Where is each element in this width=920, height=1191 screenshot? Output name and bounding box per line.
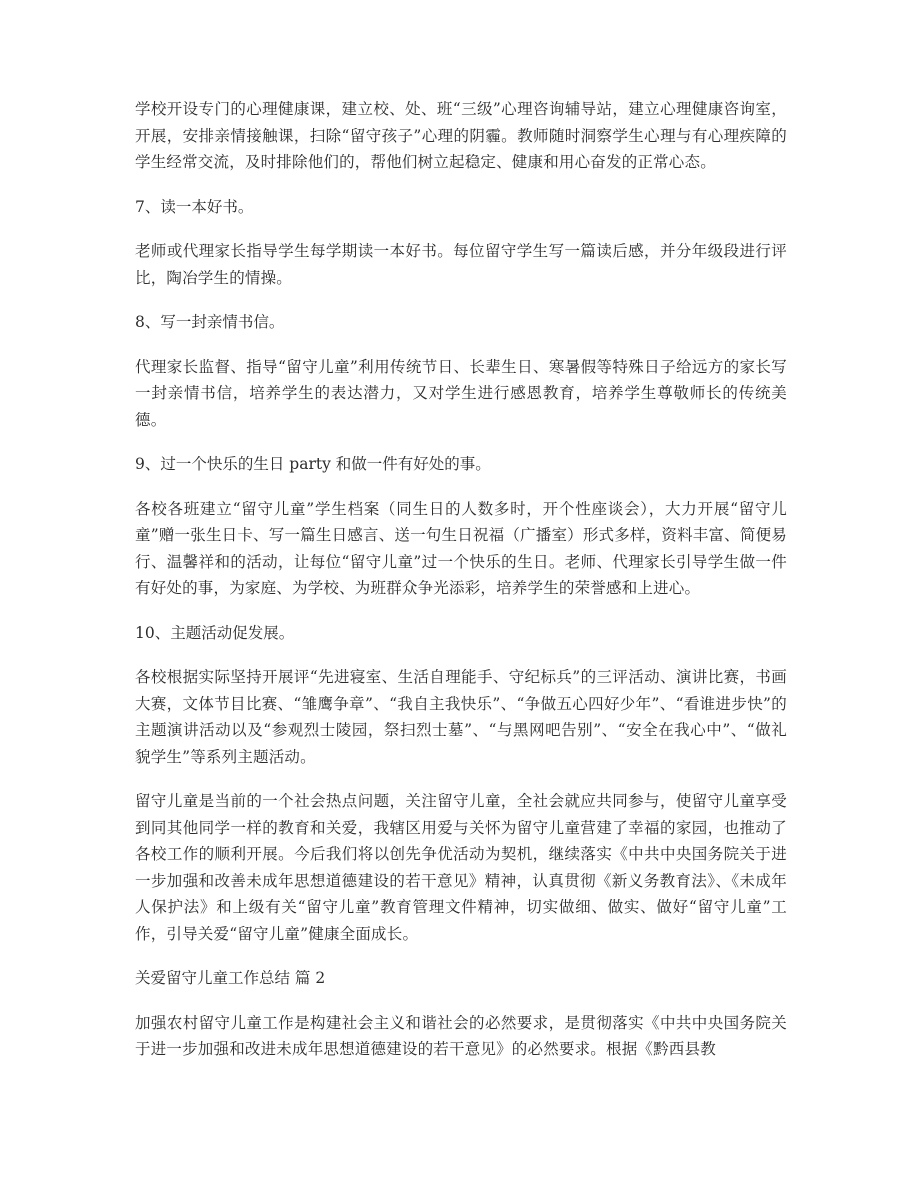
paragraph-letter: 代理家长监督、指导“留守儿童”利用传统节日、长辈生日、寒暑假等特殊日子给远方的家长写一封亲情书信，培养学生的表达潜力，又对学生进行感恩教育，培养学生尊敬师长的传统美德。 [135, 357, 787, 429]
paragraph-activities: 各校根据实际坚持开展评“先进寝室、生活自理能手、守纪标兵”的三评活动、演讲比赛，书画大赛，文体节目比赛、“雏鹰争章”、“我自主我快乐”、“争做五心四好少年”、“看谁进步快”的主题演讲活动以及“参观烈士陵园，祭扫烈士墓”、“与黑网吧告别”、“安全在我心中”、“做礼貌学生”等系列主题活动。 [135, 668, 787, 766]
paragraph-birthday: 各校各班建立“留守儿童”学生档案（同生日的人数多时，开个性座谈会），大力开展“留守儿童”赠一张生日卡、写一篇生日感言、送一句生日祝福（广播室）形式多样，资料丰富、简便易行、温馨祥和的活动，让每位“留守儿童”过一个快乐的生日。老师、代理家长引导学生做一件有好处的事，为家庭、为学校、为班群众争光添彩，培养学生的荣誉感和上进心。 [135, 499, 787, 597]
paragraph-psychology: 学校开设专门的心理健康课，建立校、处、班“三级”心理咨询辅导站，建立心理健康咨询室，开展，安排亲情接触课，扫除“留守孩子”心理的阴霾。教师随时洞察学生心理与有心理疾障的学生经常交流，及时排除他们的，帮他们树立起稳定、健康和用心奋发的正常心态。 [135, 100, 787, 171]
document-page [135, 96, 787, 1081]
paragraph-conclusion: 留守儿童是当前的一个社会热点问题，关注留守儿童，全社会就应共同参与，使留守儿童享受到同其他同学一样的教育和关爱，我辖区用爱与关怀为留守儿童营建了幸福的家园，也推动了各校工作的顺利开展。今后我们将以创先争优活动为契机，继续落实《中共中央国务院关于进一步加强和改善未成年思想道德建设的若干意见》精神，认真贯彻《新义务教育法》、《未成年人保护法》和上级有关“留守儿童”教育管理文件精神，切实做细、做实、做好“留守儿童”工作，引导关爱“留守儿童”健康全面成长。 [135, 792, 787, 943]
paragraph-reading: 老师或代理家长指导学生每学期读一本好书。每位留守学生写一篇读后感，并分年级段进行评比，陶冶学生的情操。 [135, 242, 787, 287]
heading-9: 9、过一个快乐的生日 party 和做一件有好处的事。 [135, 455, 491, 473]
heading-10: 10、主题活动促发展。 [135, 623, 295, 642]
heading-8: 8、写一封亲情书信。 [135, 313, 285, 331]
paragraph-part2-intro: 加强农村留守儿童工作是构建社会主义和谐社会的必然要求，是贯彻落实《中共中央国务院关于进一步加强和改进未成年思想道德建设的若干意见》的必然要求。根据《黔西县教 [135, 1013, 787, 1058]
section-title-part2: 关爱留守儿童工作总结 篇 2 [135, 969, 326, 987]
heading-7: 7、读一本好书。 [135, 197, 254, 216]
